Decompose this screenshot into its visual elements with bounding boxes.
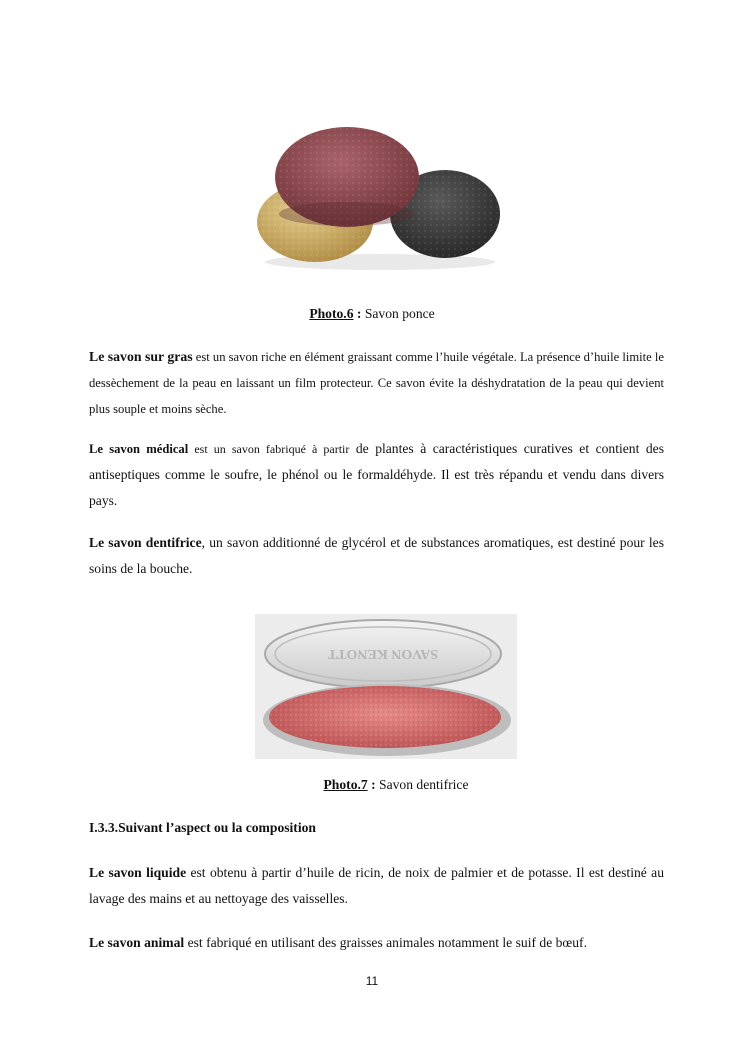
tin-embossed-text: SAVON KENOTT — [327, 646, 439, 661]
dentifrice-lead: Le savon dentifrice — [89, 535, 202, 550]
photo6-colon: : — [353, 306, 362, 321]
animal-rest: est fabriqué en utilisant des graisses animales notamment le suif de bœuf. — [184, 935, 587, 950]
paragraph-savon-dentifrice — [89, 530, 664, 582]
photo6-label: Photo.6 — [309, 306, 354, 321]
sur-gras-rest: est un savon riche en élément graissant comme l’huile végétale. La présence d’huile limite le dessèchement de la peau en laissant un film protecteur. Ce savon évite la déshydratation de la peau qui devient plus souple et moins sèche. — [89, 350, 665, 416]
paragraph-savon-sur-gras — [89, 344, 664, 422]
photo6-caption — [0, 306, 744, 322]
paragraph-savon-animal — [89, 930, 664, 956]
liquide-lead: Le savon liquide — [89, 865, 187, 880]
photo7-colon: : — [367, 777, 376, 792]
liquide-rest: est obtenu à partir d’huile de ricin, de noix de palmier et de potasse. Il est destiné au lavage des mains et au nettoyage des vaisselles. — [89, 865, 665, 906]
photo7-text: Savon dentifrice — [375, 777, 469, 792]
medical-rest: de plantes à caractéristiques curatives et contient des antiseptiques comme le soufre, le phénol ou le formaldéhyde. Il est très répandu et vendu dans divers pays. — [89, 441, 664, 508]
photo7-label: Photo.7 — [323, 777, 368, 792]
paragraph-savon-liquide — [89, 860, 664, 912]
dentifrice-soap-tin-image — [255, 614, 517, 759]
photo7-caption — [24, 777, 744, 793]
dentifrice-rest: , un savon additionné de glycérol et de substances aromatiques, est destiné pour les soins de la bouche. — [89, 535, 664, 576]
pumice-soap-bars-image — [250, 122, 510, 272]
photo6-text: Savon ponce — [361, 306, 435, 321]
medical-lead: Le savon médical — [89, 442, 189, 456]
medical-rest-small: est un savon fabriqué à partir — [188, 442, 350, 456]
animal-lead: Le savon animal — [89, 935, 185, 950]
sur-gras-lead: Le savon sur gras — [89, 349, 193, 364]
section-heading: I.3.3.Suivant l’aspect ou la composition — [89, 820, 316, 835]
paragraph-savon-medical — [89, 436, 664, 514]
page-number: 11 — [365, 974, 379, 988]
